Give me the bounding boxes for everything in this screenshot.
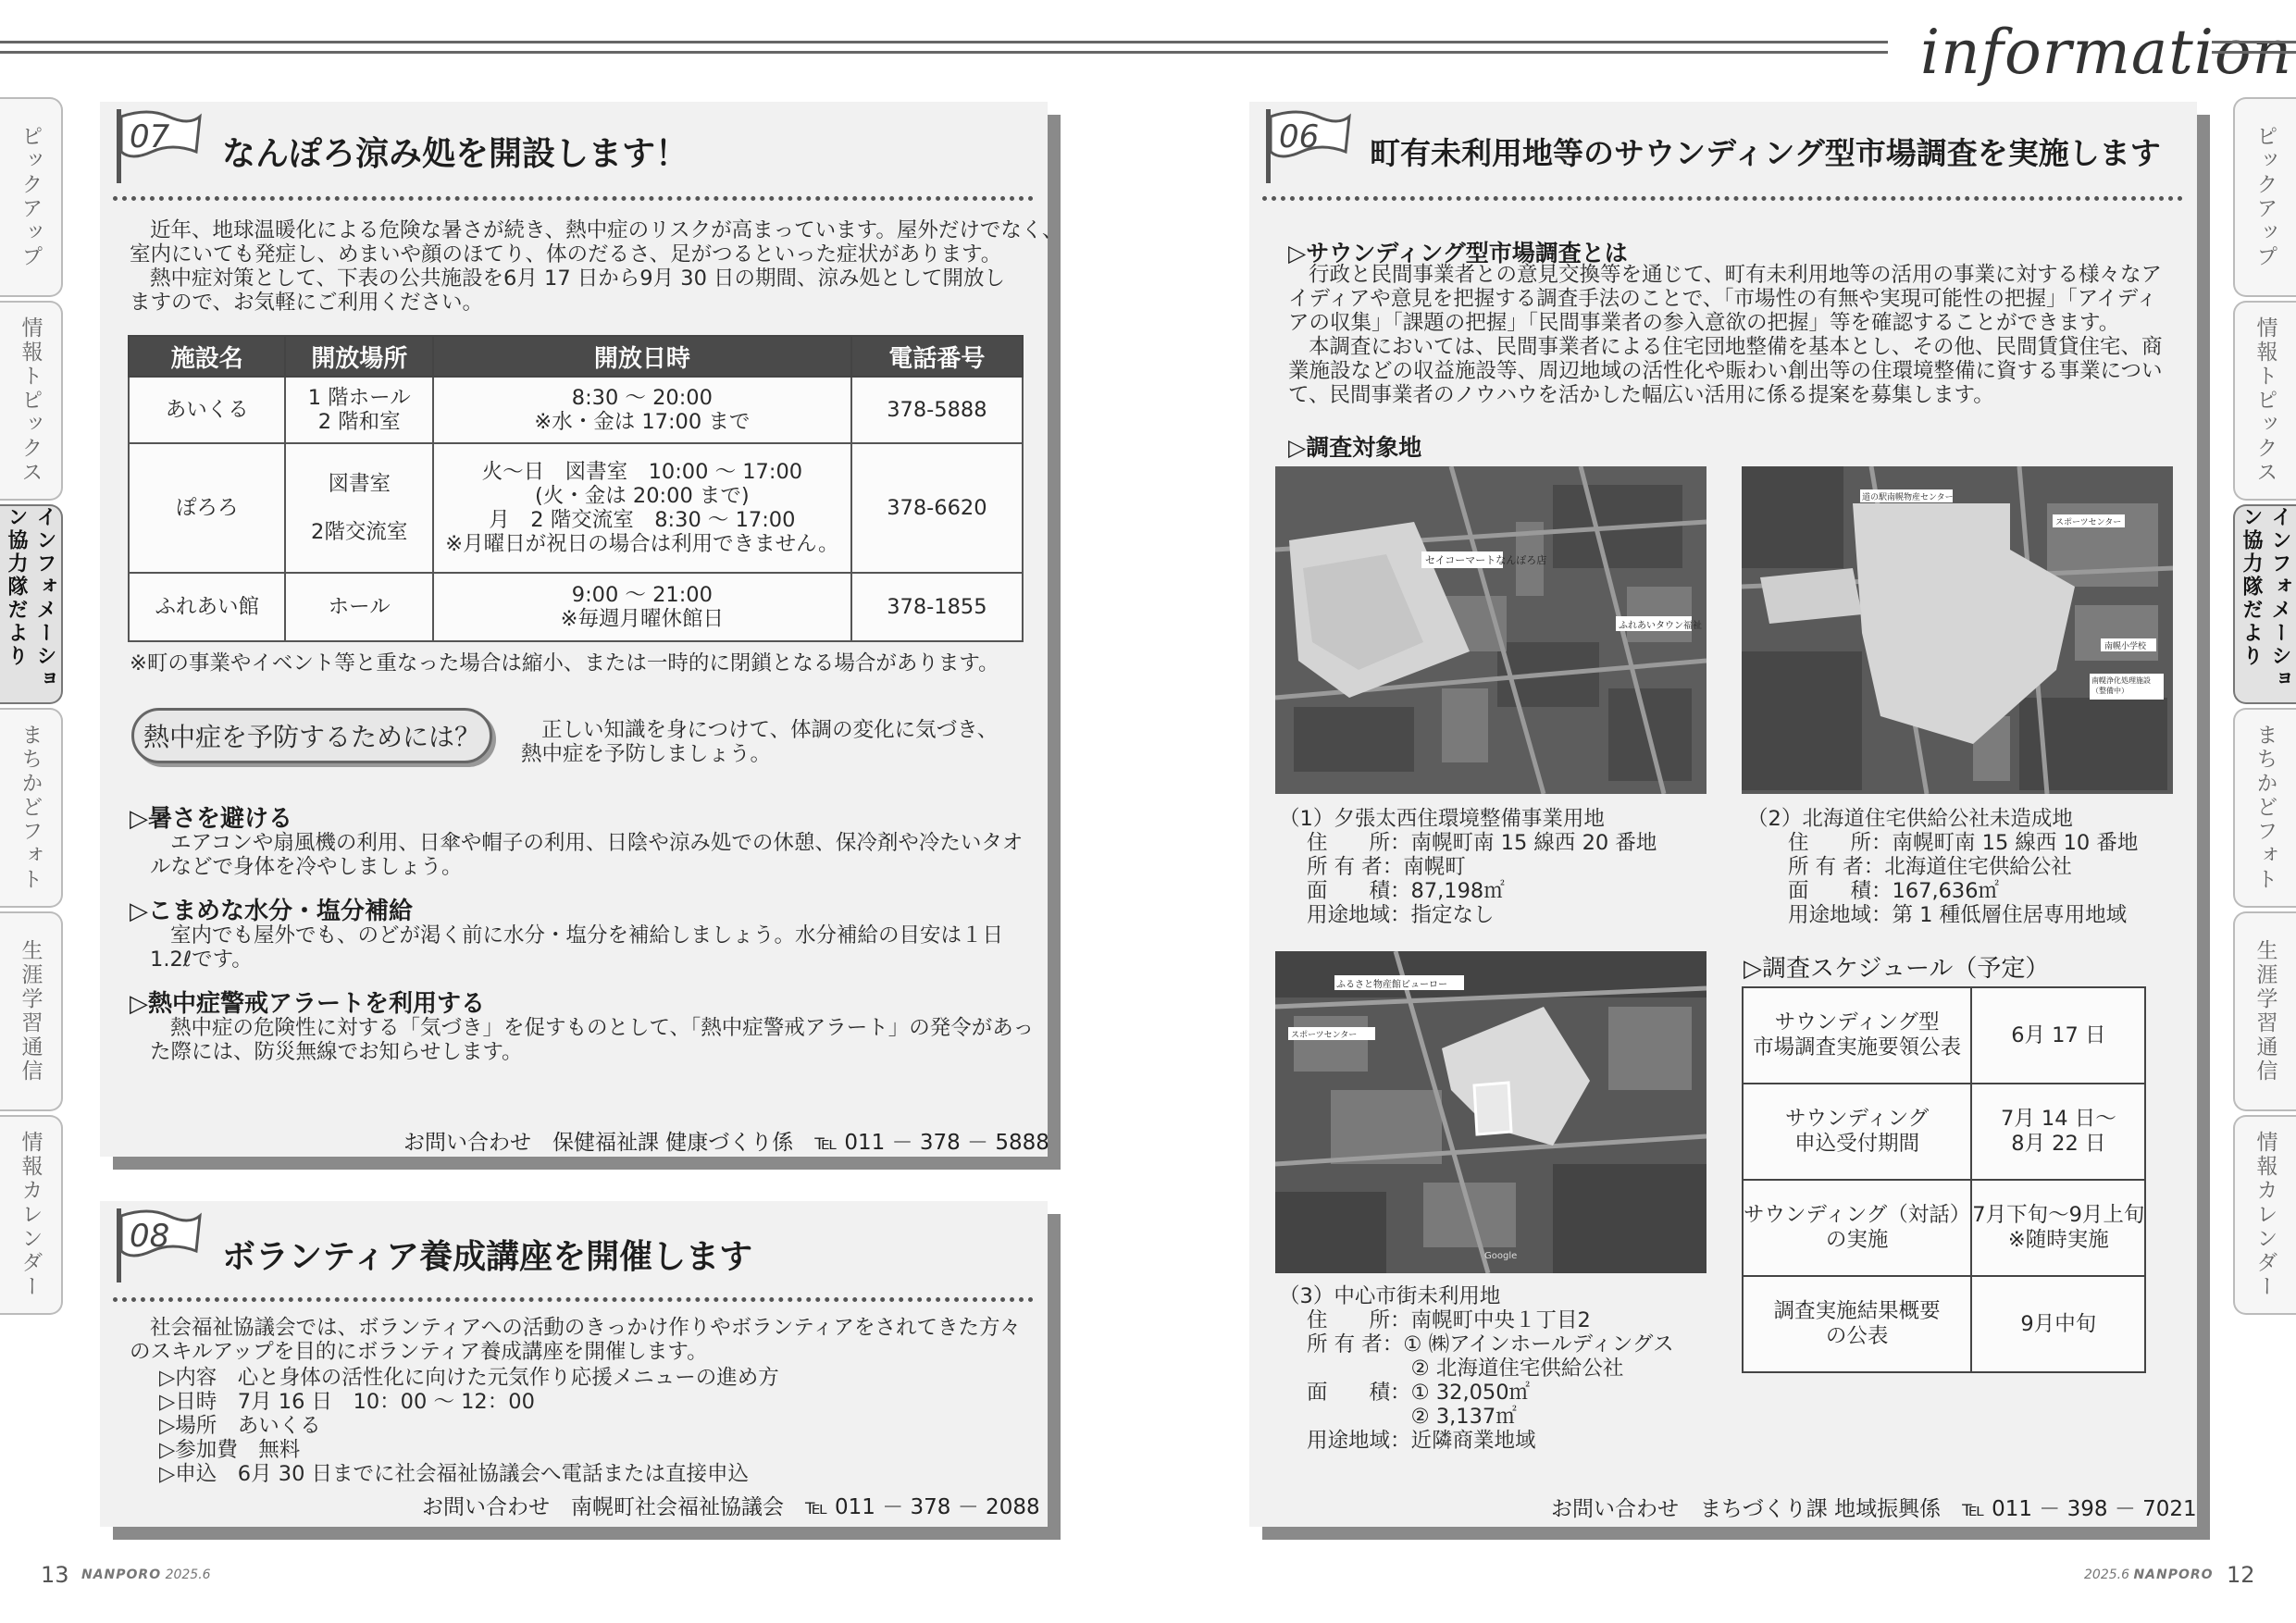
schedule-item: サウンディング（対話） の実施 [1743, 1180, 1971, 1276]
map-label: 南幌浄化処理施設（整備中） [2091, 676, 2151, 695]
tab-pickup[interactable]: ピックアップ [0, 97, 63, 297]
table-row [1743, 1084, 2145, 1180]
tab-learning[interactable]: 生涯学習通信 [0, 911, 63, 1111]
site-address: 住 所：南幌町南 15 線西 20 番地 [1307, 831, 1657, 855]
section-06-title: 町有未利用地等のサウンディング型市場調査を実施します [1370, 135, 2161, 171]
tip-heading: ▷熱中症警戒アラートを利用する [130, 990, 485, 1018]
facility-hours: 8:30 ～ 20:00 ※水・金は 17:00 まで [433, 377, 851, 443]
aerial-photo-site-3 [1275, 951, 1706, 1273]
site-zoning: 用途地域：指定なし [1307, 903, 1495, 927]
schedule-table [1742, 986, 2146, 1373]
facility-name: ふれあい館 [129, 573, 285, 641]
tip-heading: ▷こまめな水分・塩分補給 [130, 898, 413, 925]
schedule-item: サウンディング 申込受付期間 [1743, 1084, 1971, 1180]
heatstroke-bubble: 熱中症を予防するためには？ [131, 708, 492, 763]
section-06-number: 06 [1279, 118, 1320, 155]
site-zoning: 用途地域：近隣商業地域 [1307, 1429, 1536, 1453]
site-owner: 所 有 者：① ㈱アインホールディングス [1307, 1332, 1674, 1357]
page-number-left: 13 [41, 1562, 69, 1588]
site-address: 住 所：南幌町中央１丁目2 [1307, 1308, 1591, 1332]
header-hours: 開放日時 [433, 336, 851, 377]
table-row [1743, 1276, 2145, 1372]
section-06-contact: お問い合わせ まちづくり課 地域振興係 ℡ 011 － 398 － 7021 [1551, 1497, 2197, 1521]
header-place: 開放場所 [285, 336, 433, 377]
table-row [129, 573, 1023, 641]
site-caption-title: （3）中心市街未利用地 [1279, 1284, 1501, 1308]
footer-left [81, 1567, 211, 1582]
tab-calendar[interactable]: 情報カレンダー [0, 1115, 63, 1315]
what-text: イディアや意見を把握する調査手法のことで、「市場性の有無や実現可能性の把握」「アイディ [1288, 287, 2157, 311]
section-08-number: 08 [130, 1218, 170, 1255]
tab-topics[interactable]: 情報トピックス [2233, 301, 2296, 501]
map-label: セイコーマートなんぽろ店 [1425, 554, 1547, 566]
map-label: ふるさと物産館ビューロー [1336, 980, 1447, 990]
tab-photo[interactable]: まちかどフォト [0, 708, 63, 908]
site-caption-title: （1）夕張太西住環境整備事業用地 [1279, 807, 1605, 831]
table-row [1743, 987, 2145, 1084]
what-heading: ▷サウンディング型市場調査とは [1288, 240, 1628, 266]
intro-line: ますので、お気軽にご利用ください。 [130, 291, 484, 315]
tab-learning[interactable]: 生涯学習通信 [2233, 911, 2296, 1111]
detail-item: ▷参加費 無料 [159, 1438, 301, 1462]
footer-date: 2025.6 [2084, 1567, 2129, 1582]
header-facility: 施設名 [129, 336, 285, 377]
tab-information[interactable]: インフォメーション協力隊だより [2233, 504, 2296, 704]
tip-text: エアコンや扇風機の利用、日傘や帽子の利用、日陰や涼み処での休憩、保冷剤や冷たいタオ [170, 831, 1024, 855]
detail-item: ▷申込 6月 30 日までに社会福祉協議会へ電話または直接申込 [159, 1462, 750, 1486]
site-area: 面 積：① 32,050㎡ [1307, 1381, 1531, 1405]
side-tabs-left [0, 97, 63, 1319]
map-label: スポーツセンター [2055, 518, 2122, 527]
section-08-contact: お問い合わせ 南幌町社会福祉協議会 ℡ 011 － 378 － 2088 [422, 1495, 1040, 1519]
what-text: 本調査においては、民間事業者による住宅団地整備を基本とし、その他、民間賃貸住宅、商 [1309, 335, 2163, 359]
target-heading: ▷調査対象地 [1288, 434, 1422, 461]
map-label: ふれあいタウン福祉 [1619, 621, 1702, 631]
section-07-contact: お問い合わせ 保健福祉課 健康づくり係 ℡ 011 － 378 － 5888 [403, 1131, 1049, 1155]
facility-place: ホール [285, 573, 433, 641]
table-note: ※町の事業やイベント等と重なった場合は縮小、または一時的に閉鎖となる場合があります。 [130, 651, 999, 675]
tip-text: ルなどで身体を冷やしましょう。 [150, 855, 463, 879]
section-08-title: ボランティア養成講座を開催します [222, 1238, 753, 1276]
facility-tel: 378-1855 [851, 573, 1023, 641]
schedule-item: サウンディング型 市場調査実施要領公表 [1743, 987, 1971, 1084]
what-text: 業施設などの収益施設等、周辺地域の活性化や賑わい創出等の住環境整備に資する事業につい [1288, 359, 2163, 383]
tab-information[interactable]: インフォメーション協力隊だより [0, 504, 63, 704]
what-text: て、民間事業者のノウハウを活かした幅広い活用に係る提案を募集します。 [1288, 383, 1994, 407]
tab-calendar[interactable]: 情報カレンダー [2233, 1115, 2296, 1315]
schedule-date: 7月下旬～9月上旬 ※随時実施 [1971, 1180, 2145, 1276]
schedule-date: 7月 14 日～ 8月 22 日 [1971, 1084, 2145, 1180]
site-area: 面 積：167,636㎡ [1788, 879, 2000, 903]
schedule-date: 6月 17 日 [1971, 987, 2145, 1084]
tab-topics[interactable]: 情報トピックス [0, 301, 63, 501]
intro-line: 近年、地球温暖化による危険な暑さが続き、熱中症のリスクが高まっています。屋外だけでなく、 [150, 218, 1063, 242]
brand-logo: NANPORO [81, 1567, 162, 1582]
divider [1262, 196, 2183, 201]
intro-line: 社会福祉協議会では、ボランティアへの活動のきっかけ作りやボランティアをされてきた方々 [150, 1316, 1021, 1340]
side-tabs-right [2233, 97, 2296, 1319]
footer-date: 2025.6 [165, 1567, 211, 1582]
divider [113, 1297, 1034, 1302]
tab-photo[interactable]: まちかどフォト [2233, 708, 2296, 908]
header-tel: 電話番号 [851, 336, 1023, 377]
aerial-photo-site-1 [1275, 466, 1706, 794]
tip-heading: ▷暑さを避ける [130, 805, 292, 833]
facility-hours: 9:00 ～ 21:00 ※毎週月曜休館日 [433, 573, 851, 641]
table-row [129, 443, 1023, 573]
facility-name: ぽろろ [129, 443, 285, 573]
section-07-title: なんぽろ涼み処を開設します！ [222, 135, 689, 173]
facility-tel: 378-6620 [851, 443, 1023, 573]
tip-text: 1.2ℓです。 [150, 948, 253, 972]
schedule-date: 9月中旬 [1971, 1276, 2145, 1372]
bubble-text: 熱中症を予防しましょう。 [521, 742, 772, 766]
map-label: スポーツセンター [1291, 1031, 1358, 1040]
table-row [129, 377, 1023, 443]
site-owner: 所 有 者：南幌町 [1307, 855, 1466, 879]
intro-line: のスキルアップを目的にボランティア養成講座を開催します。 [130, 1340, 708, 1364]
site-zoning: 用途地域：第 1 種低層住居専用地域 [1788, 903, 2128, 927]
schedule-item: 調査実施結果概要 の公表 [1743, 1276, 1971, 1372]
table-header-row [129, 336, 1023, 377]
header-title: information [1920, 17, 2293, 88]
detail-item: ▷日時 7月 16 日 10：00 ～ 12：00 [159, 1390, 535, 1414]
header-rule-right [2212, 41, 2296, 54]
what-text: アの収集」「課題の把握」「民間事業者の参入意欲の把握」等を確認することができます。 [1288, 311, 2120, 335]
brand-logo: NANPORO [2133, 1567, 2214, 1582]
map-label: Google [1484, 1251, 1518, 1261]
what-text: 行政と民間事業者との意見交換等を通じて、町有未利用地等の活用の事業に対する様々なア [1309, 263, 2163, 287]
detail-item: ▷場所 あいくる [159, 1414, 321, 1438]
section-07-number: 07 [130, 118, 170, 155]
tab-pickup[interactable]: ピックアップ [2233, 97, 2296, 297]
facility-table [128, 335, 1024, 642]
tip-text: 室内でも屋外でも、のどが渇く前に水分・塩分を補給しましょう。水分補給の目安は１日 [170, 923, 1004, 948]
map-label: 道の駅南幌物産センター [1862, 493, 1954, 502]
facility-place: 1 階ホール 2 階和室 [285, 377, 433, 443]
site-owner: 所 有 者：北海道住宅供給公社 [1788, 855, 2072, 879]
table-row [1743, 1180, 2145, 1276]
footer-right [2084, 1567, 2214, 1582]
aerial-photo-site-2 [1742, 466, 2173, 794]
detail-item: ▷内容 心と身体の活性化に向けた元気作り応援メニューの進め方 [159, 1366, 779, 1390]
intro-line: 熱中症対策として、下表の公共施設を6月 17 日から9月 30 日の期間、涼み処として開放し [150, 266, 1006, 291]
tip-text: た際には、防災無線でお知らせします。 [150, 1040, 523, 1064]
map-label: 南幌小学校 [2104, 642, 2147, 651]
site-area: 面 積：87,198㎡ [1307, 879, 1505, 903]
site-area: ② 3,137㎡ [1307, 1405, 1517, 1429]
page-number-right: 12 [2227, 1562, 2255, 1588]
divider [113, 196, 1034, 201]
facility-hours: 火～日 図書室 10:00 ～ 17:00 (火・金は 20:00 まで) 月 2 階交流室 8:30 ～ 17:00 ※月曜日が祝日の場合は利用できません。 [433, 443, 851, 573]
tip-text: 熱中症の危険性に対する「気づき」を促すものとして、「熱中症警戒アラート」の発令があっ [170, 1016, 1035, 1040]
site-caption-title: （2）北海道住宅供給公社未造成地 [1747, 807, 2073, 831]
facility-tel: 378-5888 [851, 377, 1023, 443]
site-owner: ② 北海道住宅供給公社 [1307, 1357, 1624, 1381]
facility-place: 図書室 2階交流室 [285, 443, 433, 573]
site-address: 住 所：南幌町南 15 線西 10 番地 [1788, 831, 2139, 855]
header-rule-left [0, 41, 1888, 54]
intro-line: 室内にいても発症し、めまいや顔のほてり、体のだるさ、足がつるといった症状があります。 [130, 242, 1002, 266]
bubble-text: 正しい知識を身につけて、体調の変化に気づき、 [541, 718, 999, 742]
facility-name: あいくる [129, 377, 285, 443]
schedule-heading: ▷調査スケジュール（予定） [1744, 955, 2050, 983]
